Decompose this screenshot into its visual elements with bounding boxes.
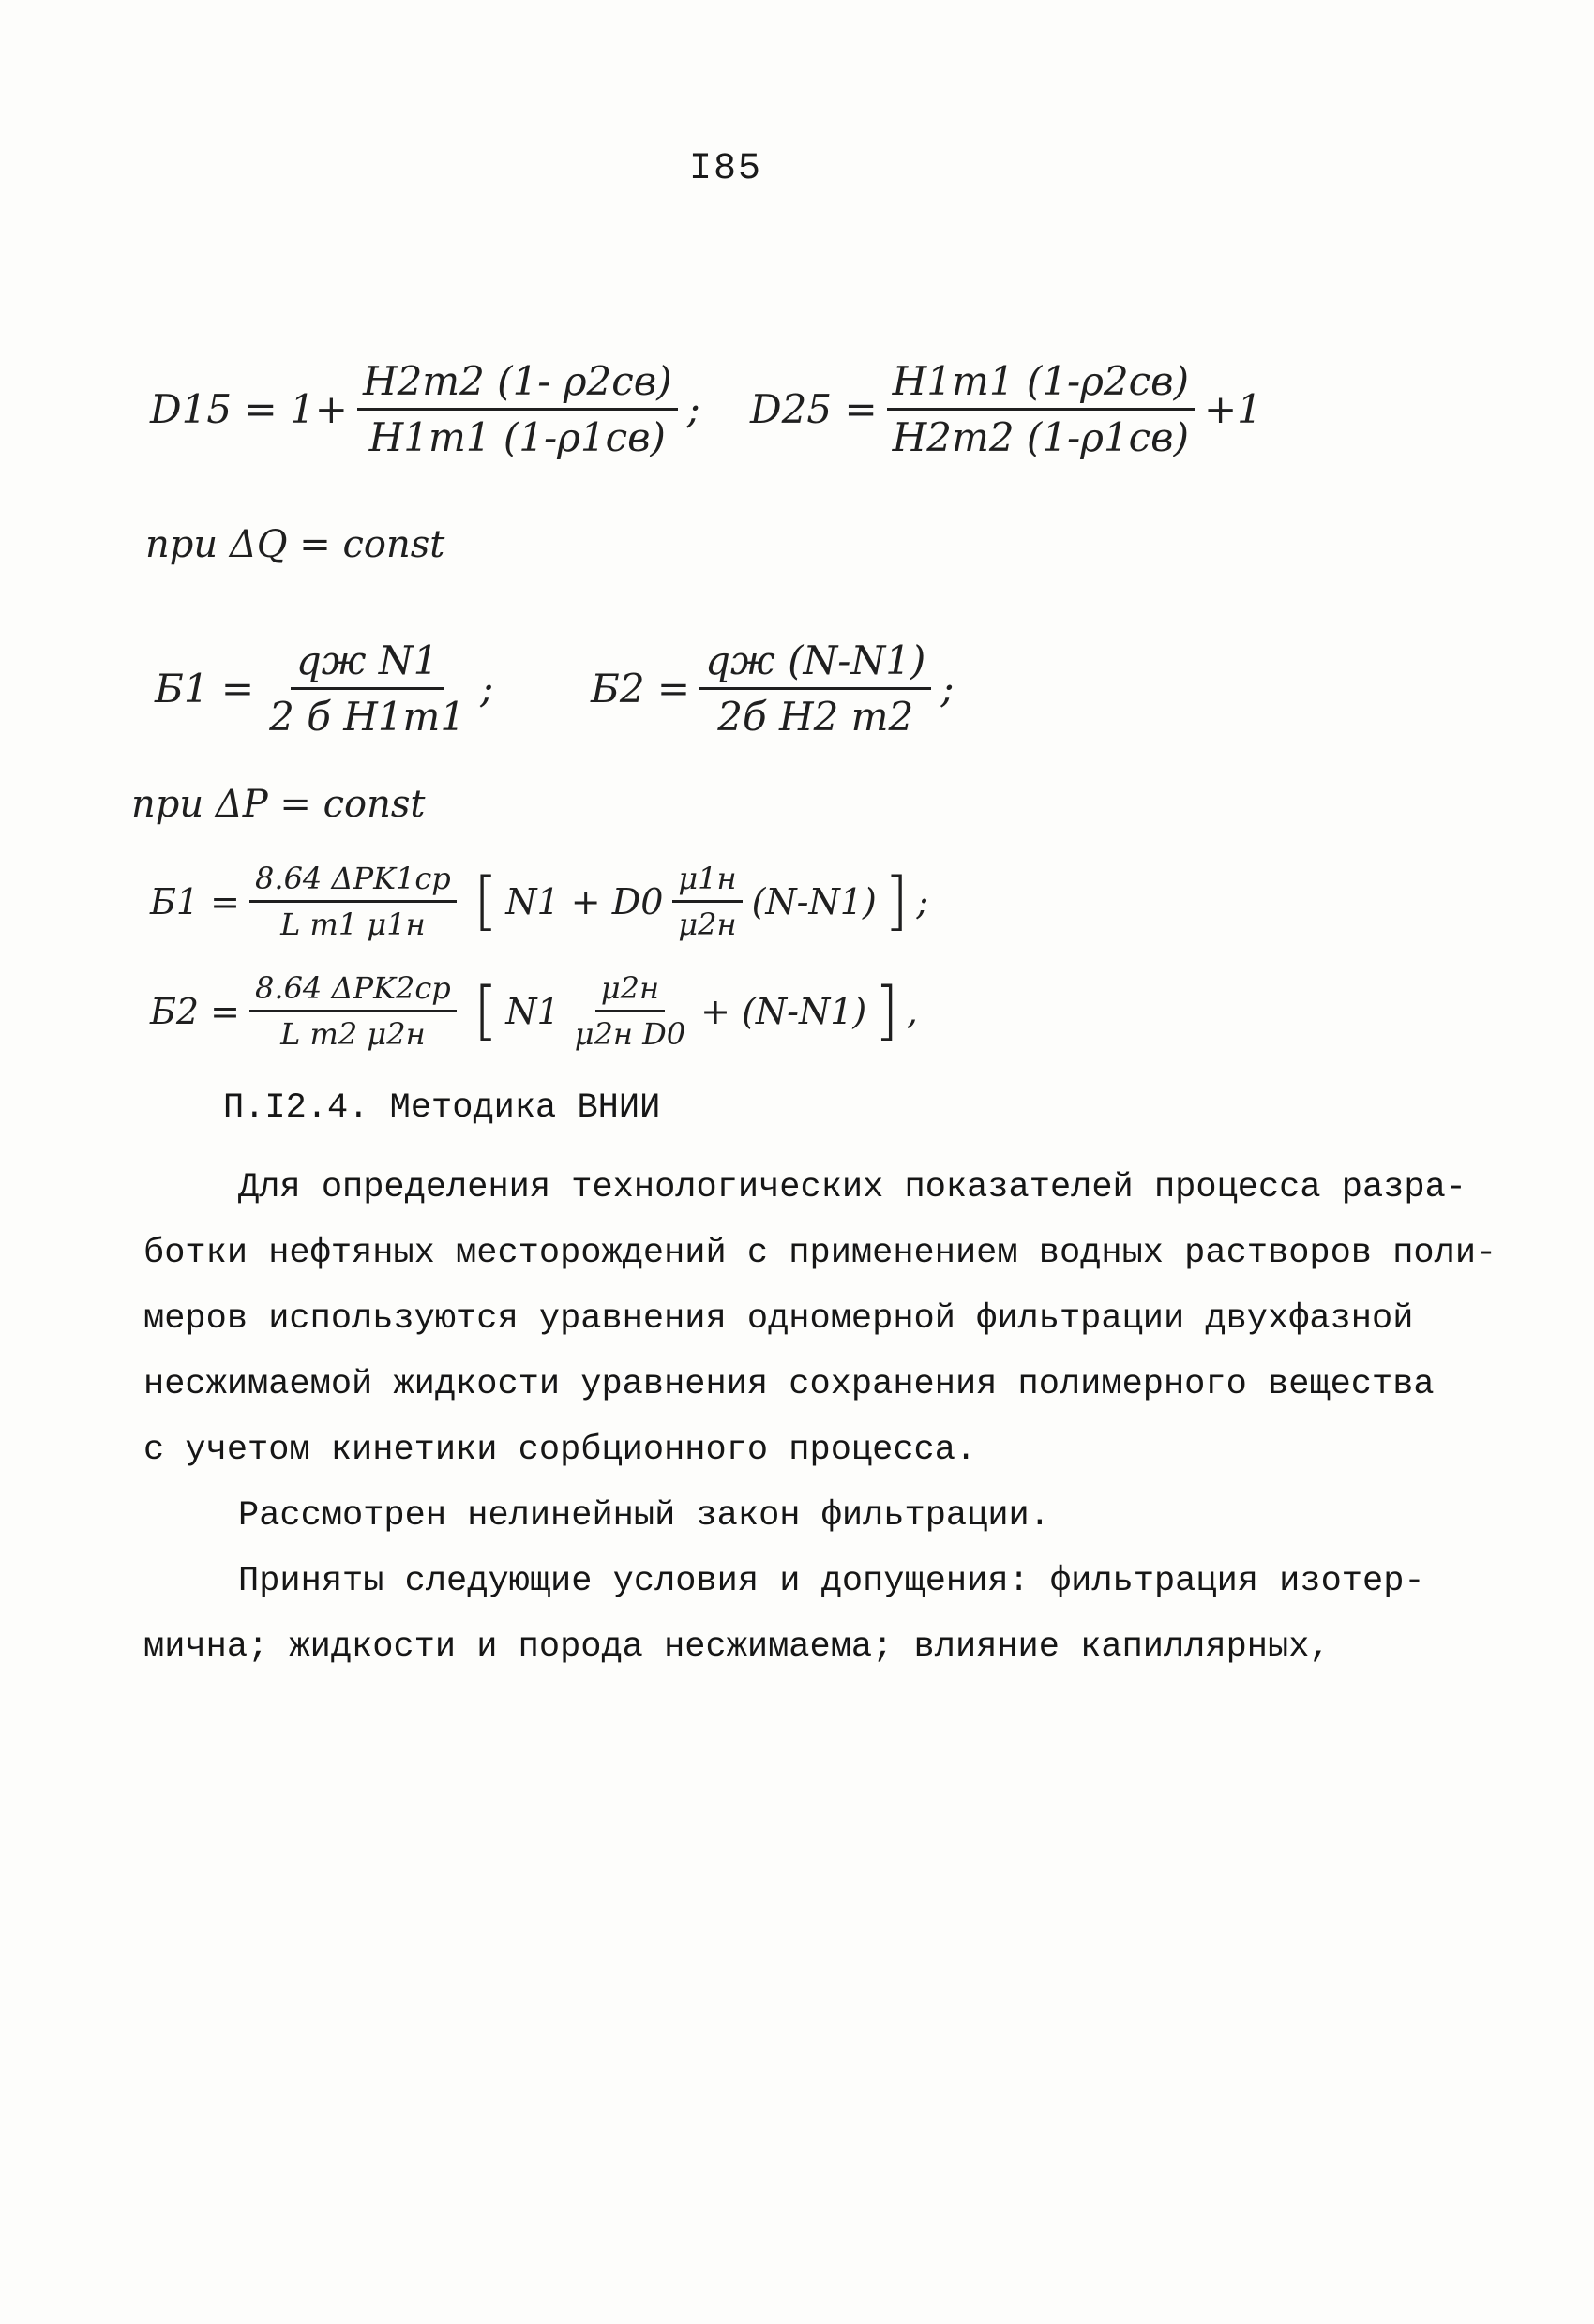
formula-b1-p [150, 861, 928, 942]
formula-b1-p-inner-numerator: μ1н [672, 861, 742, 903]
formula-b2-p-fraction [249, 970, 457, 1052]
formula-d25-fraction [887, 358, 1195, 460]
formula-b1-q [155, 637, 493, 740]
formula-d15-numerator: H2m2 (1- ρ2cв) [357, 358, 678, 411]
formula-b1-p-numerator: 8.64 ΔPK1cp [249, 861, 457, 903]
page-number: I85 [689, 148, 763, 190]
formula-d15-fraction [357, 358, 678, 460]
formula-d25-lhs: D25 = [750, 386, 878, 432]
formula-b1-p-fraction [249, 861, 457, 942]
paragraph-line: Для определения технологических показателей процесса разра- [238, 1168, 1467, 1207]
formula-b1-p-inner-b: (N-N1) [751, 880, 877, 922]
condition-dq-const: при ΔQ = const [145, 523, 445, 566]
formula-b2-p-numerator: 8.64 ΔPK2cp [249, 970, 457, 1012]
formula-b1-q-denominator: 2 б H1m1 [269, 694, 466, 740]
formula-b1-p-inner-fraction [672, 861, 742, 942]
formula-b2-p-inner-numerator: μ2н [595, 970, 665, 1012]
bracket-close: ] [874, 974, 899, 1048]
formula-b1-p-tail: ; [916, 880, 929, 922]
formula-b2-q-lhs: Б2 = [591, 666, 691, 712]
formula-b2-q-fraction [699, 637, 931, 740]
formula-b2-p-inner-b: + (N-N1) [700, 990, 867, 1032]
formula-d25 [750, 358, 1262, 460]
condition-dp-const: при ΔP = const [131, 783, 426, 826]
formula-b2-p-inner-fraction [569, 970, 691, 1052]
formula-b1-q-tail: ; [480, 666, 494, 712]
section-heading: П.I2.4. Методика ВНИИ [223, 1088, 661, 1128]
formula-d15 [150, 358, 700, 460]
formula-b2-p [150, 970, 918, 1052]
formula-d15-tail: ; [686, 386, 700, 432]
formula-b2-q-denominator: 2б H2 m2 [717, 694, 914, 740]
bracket-close: ] [883, 864, 910, 938]
formula-d25-numerator: H1m1 (1-ρ2cв) [887, 358, 1195, 411]
bracket-open: [ [473, 864, 499, 938]
formula-b1-p-inner-a: N1 + D0 [505, 880, 664, 922]
paragraph-line: меров используются уравнения одномерной фильтрации двухфазной [143, 1299, 1414, 1339]
paragraph-1 [143, 1155, 1497, 1483]
paragraph-line: мична; жидкости и порода несжимаема; влияние капиллярных, [143, 1627, 1331, 1667]
formula-d15-denominator: H1m1 (1-ρ1cв) [368, 414, 666, 460]
formula-b2-p-tail: , [906, 990, 918, 1032]
paragraph-2 [223, 1483, 1442, 1549]
formula-b1-q-lhs: Б1 = [155, 666, 255, 712]
paragraph-line: Приняты следующие условия и допущения: фильтрация изотер- [238, 1562, 1425, 1601]
formula-b2-p-inner-denominator: μ2н D0 [574, 1016, 686, 1052]
paragraph-3 [143, 1549, 1442, 1680]
formula-b1-q-fraction [263, 637, 471, 740]
formula-b2-q-tail: ; [940, 666, 955, 712]
formula-b1-p-denominator: L m1 μ1н [280, 907, 426, 942]
formula-b2-p-denominator: L m2 μ2н [280, 1016, 426, 1052]
paragraph-line: с учетом кинетики сорбционного процесса. [143, 1431, 977, 1470]
paragraph-line: несжимаемой жидкости уравнения сохранения полимерного вещества [143, 1365, 1435, 1404]
paragraph-line: Рассмотрен нелинейный закон фильтрации. [238, 1496, 1050, 1536]
formula-d15-lhs: D15 = 1+ [150, 386, 348, 432]
formula-b2-q [591, 637, 954, 740]
formula-b1-p-inner-denominator: μ2н [678, 907, 737, 942]
formula-b2-p-inner-a: N1 [505, 990, 560, 1032]
paragraph-line: ботки нефтяных месторождений с применением водных растворов поли- [143, 1234, 1497, 1273]
formula-d25-denominator: H2m2 (1-ρ1cв) [892, 414, 1189, 460]
bracket-open: [ [473, 974, 499, 1048]
formula-b2-q-numerator: qж (N-N1) [699, 637, 931, 690]
formula-b1-q-numerator: qж N1 [291, 637, 444, 690]
formula-d25-tail: +1 [1203, 386, 1262, 432]
formula-b1-p-lhs: Б1 = [150, 880, 241, 922]
formula-b2-p-lhs: Б2 = [150, 990, 241, 1032]
